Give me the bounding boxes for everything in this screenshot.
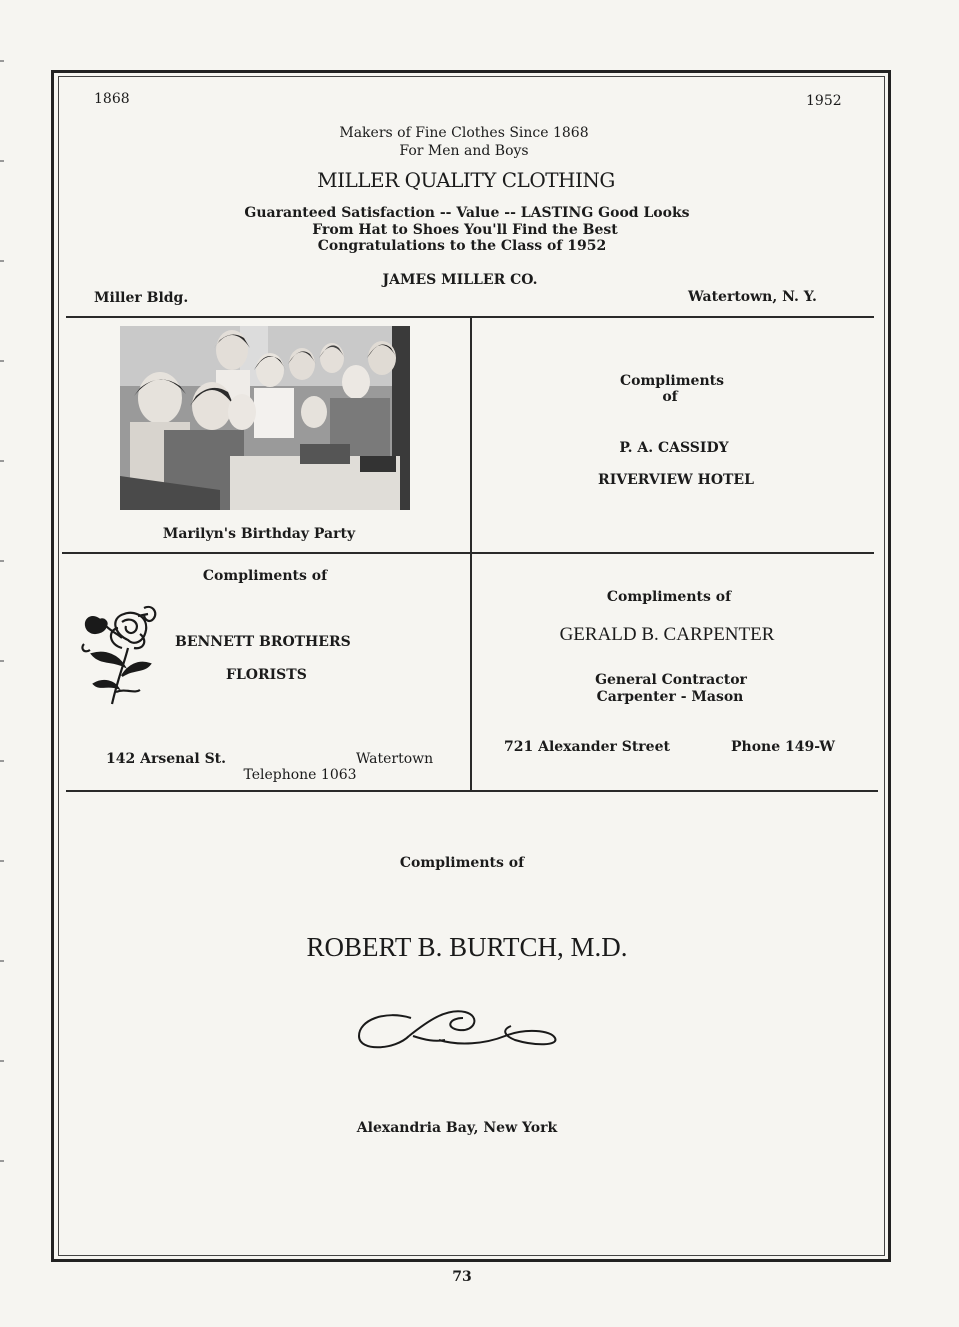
miller-slogan-1: Guaranteed Satisfaction -- Value -- LASTING Good Looks — [244, 205, 690, 221]
miller-company: JAMES MILLER CO. — [382, 272, 538, 288]
carpenter-address: 721 Alexander Street — [504, 739, 670, 755]
cassidy-compliments-2: of — [662, 389, 678, 405]
miller-building: Miller Bldg. — [94, 290, 189, 306]
flourish-ornament-icon — [355, 1000, 560, 1056]
bennett-address: 142 Arsenal St. — [106, 751, 227, 767]
bennett-phone: Telephone 1063 — [243, 767, 357, 783]
cassidy-business: RIVERVIEW HOTEL — [598, 472, 754, 488]
bennett-name: BENNETT BROTHERS — [175, 634, 351, 650]
cassidy-compliments-1: Compliments — [620, 373, 724, 389]
page-number: 73 — [452, 1269, 472, 1285]
birthday-party-photo — [120, 326, 410, 510]
carpenter-phone: Phone 149-W — [731, 739, 835, 755]
carpenter-compliments: Compliments of — [606, 589, 732, 605]
year-right: 1952 — [806, 93, 842, 109]
divider-middle — [62, 552, 874, 554]
divider-bottom — [66, 790, 878, 792]
miller-name: MILLER QUALITY CLOTHING — [317, 168, 615, 192]
cassidy-name: P. A. CASSIDY — [619, 440, 729, 456]
burtch-name: ROBERT B. BURTCH, M.D. — [306, 932, 628, 962]
bennett-city: Watertown — [356, 751, 434, 767]
year-left: 1868 — [94, 91, 130, 107]
bennett-compliments: Compliments of — [202, 568, 328, 584]
burtch-compliments: Compliments of — [399, 855, 525, 871]
carpenter-name: GERALD B. CARPENTER — [559, 624, 775, 645]
miller-tagline-2: For Men and Boys — [399, 143, 529, 159]
miller-city: Watertown, N. Y. — [688, 289, 817, 305]
carpenter-role-2: Carpenter - Mason — [596, 689, 744, 705]
miller-tagline-1: Makers of Fine Clothes Since 1868 — [339, 125, 589, 141]
carpenter-role-1: General Contractor — [595, 672, 747, 688]
rose-icon — [78, 604, 160, 710]
burtch-location: Alexandria Bay, New York — [356, 1120, 558, 1136]
divider-vertical — [470, 316, 472, 792]
miller-slogan-2: From Hat to Shoes You'll Find the Best — [312, 222, 618, 238]
birthday-party-photo-image — [120, 326, 410, 510]
bennett-business: FLORISTS — [226, 667, 307, 683]
miller-slogan-3: Congratulations to the Class of 1952 — [317, 238, 607, 254]
photo-caption: Marilyn's Birthday Party — [162, 526, 356, 542]
